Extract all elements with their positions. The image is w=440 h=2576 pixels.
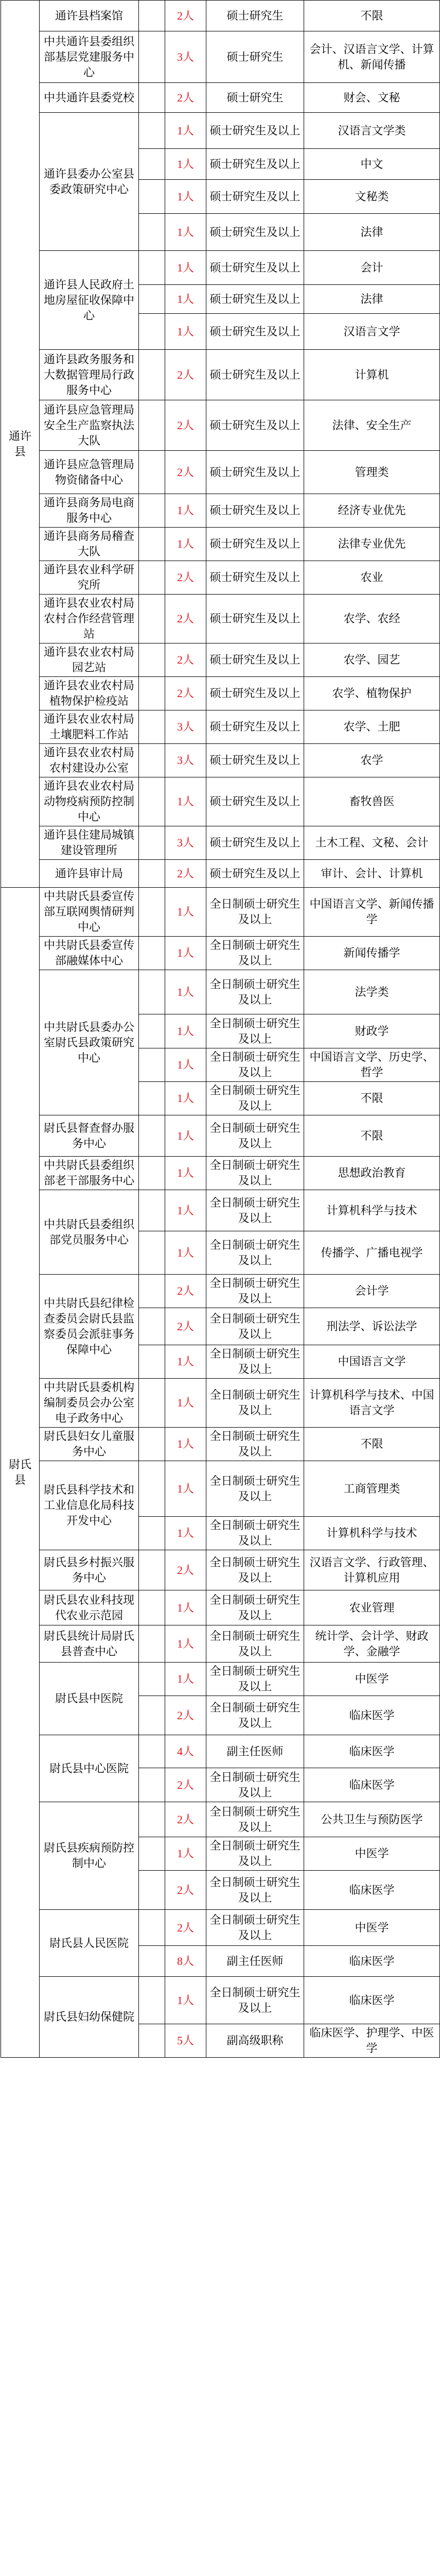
headcount-cell: 3人 [165, 826, 206, 860]
major-cell: 法律 [304, 285, 440, 314]
table-row [1, 1735, 440, 1768]
unit-name-cell: 通许县农业农村局植物保护检疫站 [40, 677, 139, 710]
headcount-cell: 2人 [165, 595, 206, 643]
table-row [1, 777, 440, 826]
spacer-cell [139, 528, 165, 561]
headcount-cell: 2人 [165, 1768, 206, 1802]
spacer-cell [139, 1910, 165, 1946]
headcount-cell: 1人 [165, 251, 206, 285]
headcount-cell: 1人 [165, 1625, 206, 1663]
spacer-cell [139, 113, 165, 149]
headcount-cell: 2人 [165, 1308, 206, 1345]
headcount-cell: 1人 [165, 1082, 206, 1115]
education-cell: 全日制硕士研究生及以上 [206, 1461, 304, 1517]
headcount-cell: 1人 [165, 528, 206, 561]
education-cell: 硕士研究生及以上 [206, 677, 304, 710]
spacer-cell [139, 31, 165, 83]
major-cell: 会计 [304, 251, 440, 285]
education-cell: 全日制硕士研究生及以上 [206, 888, 304, 937]
table-row [1, 1550, 440, 1590]
headcount-cell: 2人 [165, 350, 206, 400]
headcount-cell: 1人 [165, 1517, 206, 1550]
table-row [1, 888, 440, 937]
spacer-cell [139, 888, 165, 937]
major-cell: 汉语言文学、行政管理、计算机应用 [304, 1550, 440, 1590]
spacer-cell [139, 83, 165, 113]
headcount-cell: 4人 [165, 1735, 206, 1768]
education-cell: 硕士研究生及以上 [206, 528, 304, 561]
spacer-cell [139, 400, 165, 451]
table-row [1, 970, 440, 1014]
major-cell: 思想政治教育 [304, 1157, 440, 1190]
unit-name-cell: 中共通许县委党校 [40, 83, 139, 113]
major-cell: 土木工程、文秘、会计 [304, 826, 440, 860]
headcount-cell: 1人 [165, 1590, 206, 1625]
education-cell: 全日制硕士研究生及以上 [206, 1345, 304, 1379]
unit-name-cell: 通许县政务服务和大数据管理局行政服务中心 [40, 350, 139, 400]
education-cell: 全日制硕士研究生及以上 [206, 970, 304, 1014]
major-cell: 财会、文秘 [304, 83, 440, 113]
major-cell: 公共卫生与预防医学 [304, 1802, 440, 1837]
education-cell: 硕士研究生及以上 [206, 451, 304, 494]
unit-name-cell: 通许县农业农村局农村合作经营管理站 [40, 595, 139, 643]
major-cell: 计算机科学与技术 [304, 1190, 440, 1231]
unit-name-cell: 中共通许县委组织部基层党建服务中心 [40, 31, 139, 83]
major-cell: 统计学、会计学、财政学、金融学 [304, 1625, 440, 1663]
headcount-cell: 1人 [165, 937, 206, 970]
headcount-cell: 2人 [165, 1871, 206, 1910]
table-row [1, 494, 440, 528]
headcount-cell: 1人 [165, 1663, 206, 1696]
major-cell: 管理类 [304, 451, 440, 494]
education-cell: 硕士研究生及以上 [206, 314, 304, 350]
education-cell: 全日制硕士研究生及以上 [206, 1190, 304, 1231]
table-row [1, 1461, 440, 1517]
major-cell: 汉语言文学类 [304, 113, 440, 149]
headcount-cell: 3人 [165, 744, 206, 777]
major-cell: 中医学 [304, 1663, 440, 1696]
table-row [1, 1379, 440, 1428]
major-cell: 农学、园艺 [304, 643, 440, 677]
major-cell: 不限 [304, 1, 440, 31]
table-row [1, 710, 440, 744]
education-cell: 硕士研究生及以上 [206, 149, 304, 180]
unit-name-cell: 通许县人民政府土地房屋征收保障中心 [40, 251, 139, 350]
spacer-cell [139, 777, 165, 826]
headcount-cell: 1人 [165, 113, 206, 149]
headcount-cell: 1人 [165, 494, 206, 528]
headcount-cell: 1人 [165, 888, 206, 937]
table-row [1, 400, 440, 451]
spacer-cell [139, 744, 165, 777]
major-cell: 中国语言文学、历史学、哲学 [304, 1048, 440, 1082]
unit-name-cell: 尉氏县乡村振兴服务中心 [40, 1550, 139, 1590]
spacer-cell [139, 314, 165, 350]
education-cell: 全日制硕士研究生及以上 [206, 1082, 304, 1115]
headcount-cell: 2人 [165, 1696, 206, 1735]
education-cell: 副主任医师 [206, 1946, 304, 1977]
unit-name-cell: 中共尉氏县委宣传部融媒体中心 [40, 937, 139, 970]
spacer-cell [139, 1275, 165, 1308]
major-cell: 畜牧兽医 [304, 777, 440, 826]
major-cell: 汉语言文学 [304, 314, 440, 350]
major-cell: 不限 [304, 1115, 440, 1157]
education-cell: 全日制硕士研究生及以上 [206, 1428, 304, 1461]
headcount-cell: 1人 [165, 149, 206, 180]
education-cell: 全日制硕士研究生及以上 [206, 1517, 304, 1550]
headcount-cell: 2人 [165, 451, 206, 494]
spacer-cell [139, 1379, 165, 1428]
major-cell: 审计、会计、计算机 [304, 860, 440, 888]
spacer-cell [139, 1048, 165, 1082]
education-cell: 硕士研究生及以上 [206, 710, 304, 744]
headcount-cell: 2人 [165, 1910, 206, 1946]
major-cell: 刑法学、诉讼法学 [304, 1308, 440, 1345]
headcount-cell: 1人 [165, 777, 206, 826]
spacer-cell [139, 1517, 165, 1550]
spacer-cell [139, 595, 165, 643]
headcount-cell: 2人 [165, 83, 206, 113]
education-cell: 硕士研究生及以上 [206, 643, 304, 677]
headcount-cell: 1人 [165, 1461, 206, 1517]
spacer-cell [139, 1768, 165, 1802]
headcount-cell: 3人 [165, 31, 206, 83]
unit-name-cell: 尉氏县统计局尉氏县普查中心 [40, 1625, 139, 1663]
education-cell: 全日制硕士研究生及以上 [206, 1308, 304, 1345]
education-cell: 硕士研究生及以上 [206, 494, 304, 528]
spacer-cell [139, 1802, 165, 1837]
headcount-cell: 1人 [165, 1837, 206, 1871]
spacer-cell [139, 1625, 165, 1663]
education-cell: 全日制硕士研究生及以上 [206, 1837, 304, 1871]
major-cell: 不限 [304, 1428, 440, 1461]
table-row [1, 561, 440, 595]
table-row [1, 860, 440, 888]
unit-name-cell: 中共尉氏县委组织部党员服务中心 [40, 1190, 139, 1275]
spacer-cell [139, 1308, 165, 1345]
headcount-cell: 1人 [165, 1977, 206, 2024]
major-cell: 临床医学 [304, 1735, 440, 1768]
major-cell: 传播学、广播电视学 [304, 1231, 440, 1275]
table-row [1, 1428, 440, 1461]
spacer-cell [139, 1735, 165, 1768]
major-cell: 法律 [304, 214, 440, 251]
unit-name-cell: 通许县审计局 [40, 860, 139, 888]
headcount-cell: 1人 [165, 314, 206, 350]
table-row [1, 643, 440, 677]
education-cell: 硕士研究生 [206, 83, 304, 113]
spacer-cell [139, 180, 165, 214]
major-cell: 农学 [304, 744, 440, 777]
unit-name-cell: 通许县商务局稽查大队 [40, 528, 139, 561]
table-row [1, 1590, 440, 1625]
table-row [1, 113, 440, 149]
unit-name-cell: 通许县农业农村局动物疫病预防控制中心 [40, 777, 139, 826]
education-cell: 硕士研究生及以上 [206, 826, 304, 860]
major-cell: 会计、汉语言文学、计算机、新闻传播 [304, 31, 440, 83]
spacer-cell [139, 937, 165, 970]
spacer-cell [139, 643, 165, 677]
education-cell: 硕士研究生及以上 [206, 860, 304, 888]
spacer-cell [139, 1837, 165, 1871]
headcount-cell: 2人 [165, 1, 206, 31]
headcount-cell: 1人 [165, 285, 206, 314]
education-cell: 硕士研究生 [206, 1, 304, 31]
education-cell: 全日制硕士研究生及以上 [206, 1768, 304, 1802]
headcount-cell: 1人 [165, 1048, 206, 1082]
education-cell: 硕士研究生及以上 [206, 595, 304, 643]
education-cell: 全日制硕士研究生及以上 [206, 1048, 304, 1082]
education-cell: 硕士研究生及以上 [206, 777, 304, 826]
unit-name-cell: 尉氏县科学技术和工业信息化局科技开发中心 [40, 1461, 139, 1550]
unit-name-cell: 中共尉氏县委办公室尉氏县政策研究中心 [40, 970, 139, 1115]
spacer-cell [139, 1345, 165, 1379]
unit-name-cell: 通许县商务局电商服务中心 [40, 494, 139, 528]
spacer-cell [139, 451, 165, 494]
table-row [1, 1625, 440, 1663]
major-cell: 农业管理 [304, 1590, 440, 1625]
education-cell: 副主任医师 [206, 1735, 304, 1768]
headcount-cell: 1人 [165, 1428, 206, 1461]
unit-name-cell: 尉氏县中心医院 [40, 1735, 139, 1802]
spacer-cell [139, 285, 165, 314]
education-cell: 硕士研究生及以上 [206, 400, 304, 451]
education-cell: 硕士研究生及以上 [206, 180, 304, 214]
headcount-cell: 8人 [165, 1946, 206, 1977]
headcount-cell: 2人 [165, 860, 206, 888]
headcount-cell: 1人 [165, 214, 206, 251]
headcount-cell: 1人 [165, 1231, 206, 1275]
unit-name-cell: 中共尉氏县委宣传部互联网舆情研判中心 [40, 888, 139, 937]
table-row [1, 1663, 440, 1696]
spacer-cell [139, 1946, 165, 1977]
unit-name-cell: 尉氏县农业科技现代农业示范园 [40, 1590, 139, 1625]
unit-name-cell: 通许县农业农村局农村建设办公室 [40, 744, 139, 777]
education-cell: 全日制硕士研究生及以上 [206, 1802, 304, 1837]
major-cell: 文秘类 [304, 180, 440, 214]
spacer-cell [139, 1157, 165, 1190]
spacer-cell [139, 1231, 165, 1275]
spacer-cell [139, 214, 165, 251]
table-row [1, 826, 440, 860]
education-cell: 全日制硕士研究生及以上 [206, 1275, 304, 1308]
education-cell: 副高级职称 [206, 2024, 304, 2058]
education-cell: 硕士研究生及以上 [206, 561, 304, 595]
spacer-cell [139, 677, 165, 710]
education-cell: 全日制硕士研究生及以上 [206, 1696, 304, 1735]
major-cell: 中国语言文学、新闻传播学 [304, 888, 440, 937]
major-cell: 中文 [304, 149, 440, 180]
table-row [1, 350, 440, 400]
major-cell: 临床医学 [304, 1696, 440, 1735]
education-cell: 硕士研究生 [206, 31, 304, 83]
unit-name-cell: 通许县档案馆 [40, 1, 139, 31]
spacer-cell [139, 1014, 165, 1048]
education-cell: 硕士研究生及以上 [206, 350, 304, 400]
major-cell: 临床医学 [304, 1946, 440, 1977]
spacer-cell [139, 710, 165, 744]
education-cell: 全日制硕士研究生及以上 [206, 1625, 304, 1663]
education-cell: 全日制硕士研究生及以上 [206, 1663, 304, 1696]
unit-name-cell: 通许县委办公室县委政策研究中心 [40, 113, 139, 251]
table-row [1, 1275, 440, 1308]
spacer-cell [139, 1977, 165, 2024]
spacer-cell [139, 1871, 165, 1910]
table-row [1, 1190, 440, 1231]
table-row [1, 677, 440, 710]
headcount-cell: 5人 [165, 2024, 206, 2058]
major-cell: 法律、安全生产 [304, 400, 440, 451]
major-cell: 财政学 [304, 1014, 440, 1048]
headcount-cell: 2人 [165, 677, 206, 710]
education-cell: 全日制硕士研究生及以上 [206, 1871, 304, 1910]
education-cell: 全日制硕士研究生及以上 [206, 1910, 304, 1946]
unit-name-cell: 中共尉氏县纪律检查委员会尉氏县监察委员会派驻事务保障中心 [40, 1275, 139, 1379]
education-cell: 全日制硕士研究生及以上 [206, 1379, 304, 1428]
county-cell: 尉氏县 [1, 888, 40, 2058]
education-cell: 硕士研究生及以上 [206, 744, 304, 777]
education-cell: 全日制硕士研究生及以上 [206, 1115, 304, 1157]
education-cell: 全日制硕士研究生及以上 [206, 1550, 304, 1590]
unit-name-cell: 尉氏县妇女儿童服务中心 [40, 1428, 139, 1461]
major-cell: 农学、植物保护 [304, 677, 440, 710]
unit-name-cell: 通许县住建局城镇建设管理所 [40, 826, 139, 860]
table-row [1, 1977, 440, 2024]
spacer-cell [139, 1663, 165, 1696]
unit-name-cell: 通许县农业科学研究所 [40, 561, 139, 595]
table-row [1, 1, 440, 31]
major-cell: 会计学 [304, 1275, 440, 1308]
education-cell: 硕士研究生及以上 [206, 251, 304, 285]
unit-name-cell: 通许县农业农村局土壤肥料工作站 [40, 710, 139, 744]
unit-name-cell: 中共尉氏县委组织部老干部服务中心 [40, 1157, 139, 1190]
spacer-cell [139, 561, 165, 595]
major-cell: 农学、农经 [304, 595, 440, 643]
unit-name-cell: 尉氏县疾病预防控制中心 [40, 1802, 139, 1910]
unit-name-cell: 通许县应急管理局安全生产监察执法大队 [40, 400, 139, 451]
spacer-cell [139, 1115, 165, 1157]
major-cell: 临床医学、护理学、中医学 [304, 2024, 440, 2058]
headcount-cell: 1人 [165, 1014, 206, 1048]
headcount-cell: 1人 [165, 1379, 206, 1428]
table-row [1, 1910, 440, 1946]
table-row [1, 1802, 440, 1837]
spacer-cell [139, 350, 165, 400]
education-cell: 全日制硕士研究生及以上 [206, 1157, 304, 1190]
table-row [1, 937, 440, 970]
unit-name-cell: 通许县农业农村局园艺站 [40, 643, 139, 677]
table-row [1, 1157, 440, 1190]
unit-name-cell: 尉氏县督查督办服务中心 [40, 1115, 139, 1157]
headcount-cell: 2人 [165, 1275, 206, 1308]
headcount-cell: 2人 [165, 561, 206, 595]
major-cell: 计算机科学与技术 [304, 1517, 440, 1550]
major-cell: 农学、土肥 [304, 710, 440, 744]
education-cell: 全日制硕士研究生及以上 [206, 1590, 304, 1625]
spacer-cell [139, 1550, 165, 1590]
spacer-cell [139, 149, 165, 180]
education-cell: 硕士研究生及以上 [206, 285, 304, 314]
table-row [1, 595, 440, 643]
major-cell: 中医学 [304, 1910, 440, 1946]
education-cell: 硕士研究生及以上 [206, 214, 304, 251]
headcount-cell: 1人 [165, 970, 206, 1014]
education-cell: 全日制硕士研究生及以上 [206, 1014, 304, 1048]
major-cell: 计算机科学与技术、中国语言文学 [304, 1379, 440, 1428]
spacer-cell [139, 251, 165, 285]
major-cell: 中国语言文学 [304, 1345, 440, 1379]
headcount-cell: 2人 [165, 1802, 206, 1837]
major-cell: 法律专业优先 [304, 528, 440, 561]
table-row [1, 528, 440, 561]
spacer-cell [139, 1190, 165, 1231]
table-row [1, 83, 440, 113]
table-row [1, 744, 440, 777]
headcount-cell: 3人 [165, 710, 206, 744]
unit-name-cell: 通许县应急管理局物资储备中心 [40, 451, 139, 494]
unit-name-cell: 尉氏县中医院 [40, 1663, 139, 1735]
table-row [1, 1115, 440, 1157]
spacer-cell [139, 1590, 165, 1625]
spacer-cell [139, 826, 165, 860]
table-body [1, 1, 440, 2058]
spacer-cell [139, 2024, 165, 2058]
major-cell: 计算机 [304, 350, 440, 400]
major-cell: 农业 [304, 561, 440, 595]
education-cell: 全日制硕士研究生及以上 [206, 1977, 304, 2024]
education-cell: 全日制硕士研究生及以上 [206, 937, 304, 970]
spacer-cell [139, 970, 165, 1014]
spacer-cell [139, 1, 165, 31]
unit-name-cell: 尉氏县妇幼保健院 [40, 1977, 139, 2058]
headcount-cell: 2人 [165, 1550, 206, 1590]
unit-name-cell: 中共尉氏县委机构编制委员会办公室电子政务中心 [40, 1379, 139, 1428]
table-row [1, 31, 440, 83]
spacer-cell [139, 494, 165, 528]
major-cell: 工商管理类 [304, 1461, 440, 1517]
education-cell: 全日制硕士研究生及以上 [206, 1231, 304, 1275]
major-cell: 中医学 [304, 1837, 440, 1871]
major-cell: 经济专业优先 [304, 494, 440, 528]
major-cell: 临床医学 [304, 1871, 440, 1910]
spacer-cell [139, 1461, 165, 1517]
table-row [1, 451, 440, 494]
recruitment-table [1, 0, 440, 2058]
spacer-cell [139, 1696, 165, 1735]
headcount-cell: 2人 [165, 400, 206, 451]
major-cell: 临床医学 [304, 1977, 440, 2024]
education-cell: 硕士研究生及以上 [206, 113, 304, 149]
headcount-cell: 1人 [165, 1190, 206, 1231]
headcount-cell: 1人 [165, 1345, 206, 1379]
major-cell: 不限 [304, 1082, 440, 1115]
major-cell: 临床医学 [304, 1768, 440, 1802]
spacer-cell [139, 860, 165, 888]
headcount-cell: 1人 [165, 1157, 206, 1190]
county-cell: 通许县 [1, 1, 40, 888]
major-cell: 新闻传播学 [304, 937, 440, 970]
spacer-cell [139, 1428, 165, 1461]
headcount-cell: 1人 [165, 1115, 206, 1157]
major-cell: 法学类 [304, 970, 440, 1014]
headcount-cell: 1人 [165, 180, 206, 214]
unit-name-cell: 尉氏县人民医院 [40, 1910, 139, 1977]
table-row [1, 251, 440, 285]
headcount-cell: 2人 [165, 643, 206, 677]
spacer-cell [139, 1082, 165, 1115]
